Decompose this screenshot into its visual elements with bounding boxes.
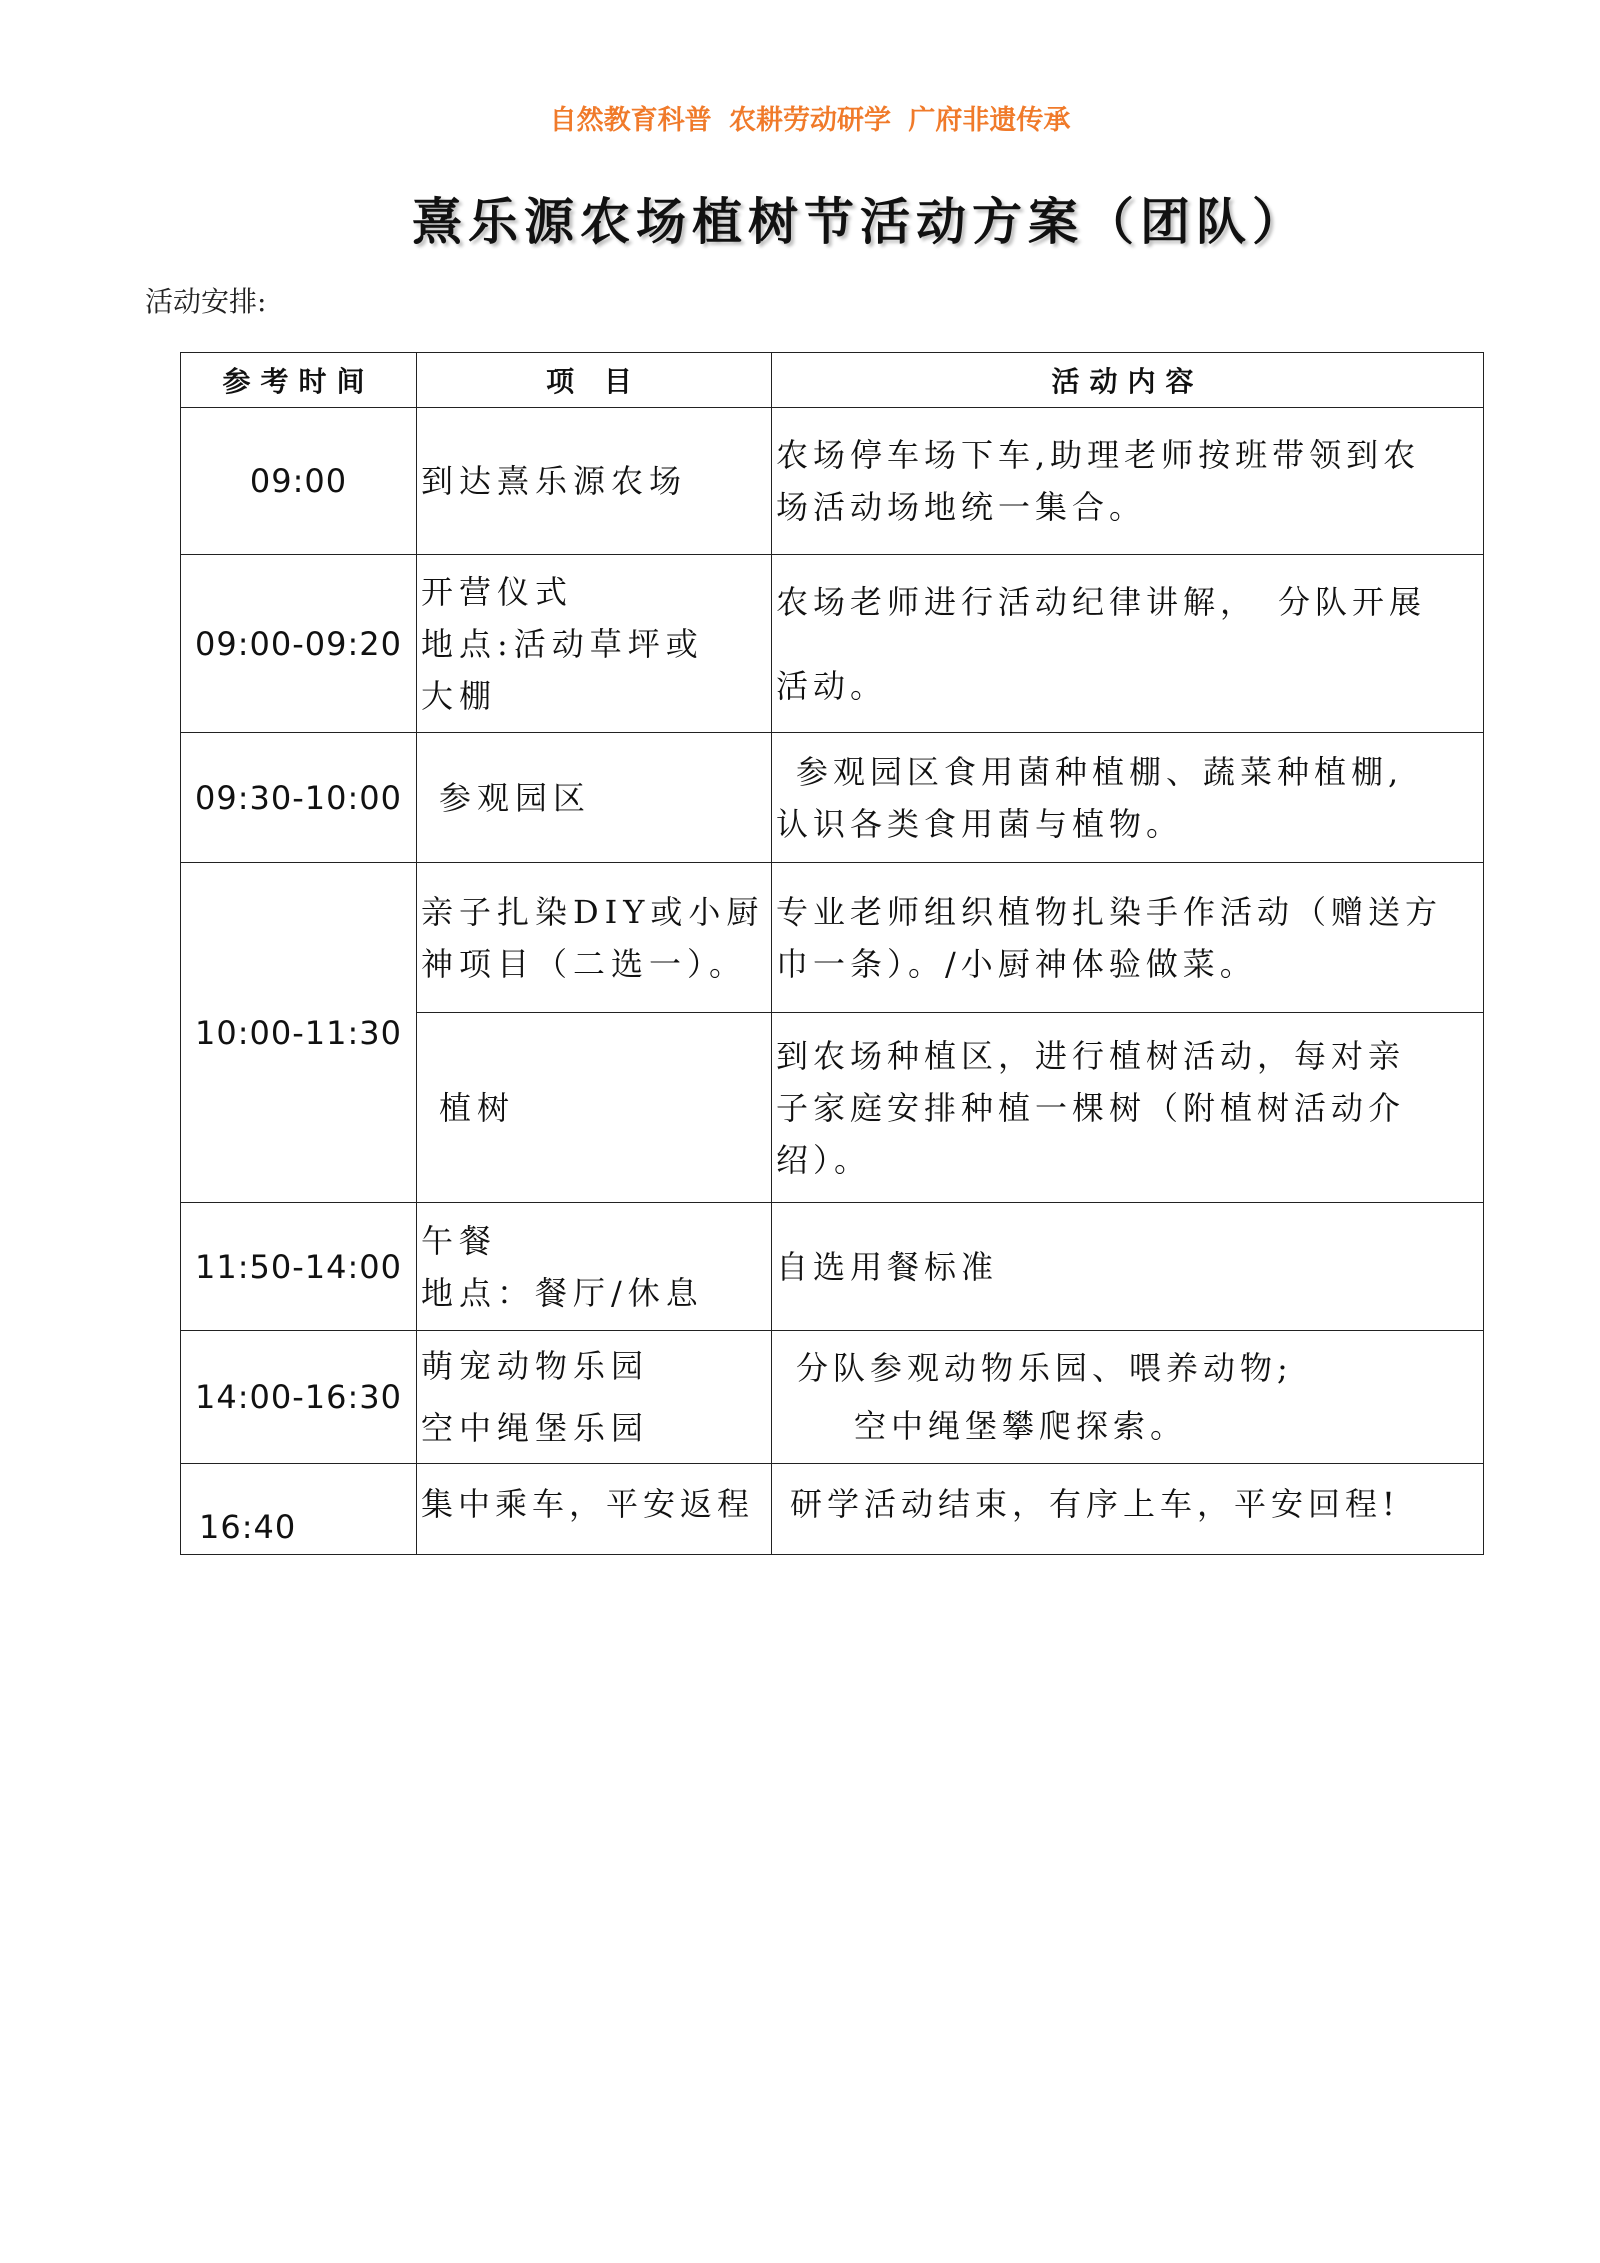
item-line: 地点:活动草坪或 — [421, 624, 704, 663]
content-line: 活动。 — [776, 666, 888, 705]
time-cell: 09:30-10:00 — [181, 733, 417, 863]
table-header-row — [181, 353, 1484, 408]
item-cell — [417, 863, 772, 1013]
content-line: 农场老师进行活动纪律讲解， 分队开展 — [776, 582, 1427, 621]
column-header-item: 项 目 — [417, 353, 772, 408]
content-cell — [772, 1331, 1484, 1464]
table-row — [181, 733, 1484, 863]
content-line: 绍）。 — [776, 1140, 872, 1179]
slogan-banner: 自然教育科普 农耕劳动研学 广府非遗传承 — [549, 105, 1071, 136]
page-title: 熹乐源农场植树节活动方案（团队） — [412, 192, 1308, 251]
item-cell — [417, 555, 772, 733]
content-line: 空中绳堡攀爬探索。 — [854, 1407, 1188, 1445]
item-line: 地点：餐厅/休息 — [421, 1273, 704, 1312]
time-cell: 14:00-16:30 — [181, 1331, 417, 1464]
content-cell — [772, 1464, 1484, 1555]
item-line: 集中乘车，平安返程 — [421, 1485, 755, 1523]
item-line: 到达熹乐源农场 — [421, 462, 688, 500]
item-line: 植树 — [439, 1088, 516, 1127]
content-line: 分队参观动物乐园、喂养动物; — [796, 1349, 1293, 1387]
section-label: 活动安排: — [145, 285, 267, 318]
table-row — [181, 555, 1484, 733]
table-row — [181, 408, 1484, 555]
content-line: 专业老师组织植物扎染手作活动（赠送方 — [776, 892, 1443, 931]
content-line: 农场停车场下车,助理老师按班带领到农 — [776, 436, 1421, 474]
content-cell — [772, 1203, 1484, 1331]
content-cell — [772, 408, 1484, 555]
item-cell — [417, 408, 772, 555]
content-line: 自选用餐标准 — [776, 1247, 999, 1286]
item-line: 参观园区 — [439, 778, 592, 817]
content-line: 参观园区食用菌种植棚、蔬菜种植棚, — [796, 752, 1404, 791]
column-header-time: 参考时间 — [181, 353, 417, 408]
time-cell: 10:00-11:30 — [181, 863, 417, 1203]
item-cell — [417, 1013, 772, 1203]
item-line: 空中绳堡乐园 — [421, 1409, 650, 1447]
content-line: 研学活动结束，有序上车，平安回程! — [790, 1485, 1400, 1523]
column-header-content: 活动内容 — [772, 353, 1484, 408]
item-line: 神项目（二选一）。 — [421, 944, 748, 983]
time-cell: 09:00-09:20 — [181, 555, 417, 733]
table-row — [181, 1331, 1484, 1464]
content-line: 认识各类食用菌与植物。 — [776, 804, 1184, 843]
content-line: 场活动场地统一集合。 — [776, 488, 1147, 526]
time-cell: 11:50-14:00 — [181, 1203, 417, 1331]
item-line: 大棚 — [421, 676, 498, 715]
schedule-table — [180, 352, 1484, 1555]
item-line: 午餐 — [421, 1221, 498, 1260]
content-cell — [772, 733, 1484, 863]
table-row — [181, 1203, 1484, 1331]
time-cell: 09:00 — [181, 408, 417, 555]
item-line: 亲子扎染DIY或小厨 — [421, 892, 765, 931]
content-line: 巾一条）。/小厨神体验做菜。 — [776, 944, 1257, 983]
item-cell — [417, 733, 772, 863]
item-line: 萌宠动物乐园 — [421, 1347, 650, 1385]
item-cell — [417, 1203, 772, 1331]
content-cell — [772, 555, 1484, 733]
item-line: 开营仪式 — [421, 572, 574, 611]
time-cell: 16:40 — [181, 1464, 417, 1555]
item-cell — [417, 1331, 772, 1464]
table-row — [181, 863, 1484, 1013]
content-line: 到农场种植区，进行植树活动，每对亲 — [776, 1036, 1406, 1075]
table-row — [181, 1464, 1484, 1555]
content-cell — [772, 863, 1484, 1013]
content-line: 子家庭安排种植一棵树（附植树活动介 — [776, 1088, 1406, 1127]
item-cell — [417, 1464, 772, 1555]
content-cell — [772, 1013, 1484, 1203]
